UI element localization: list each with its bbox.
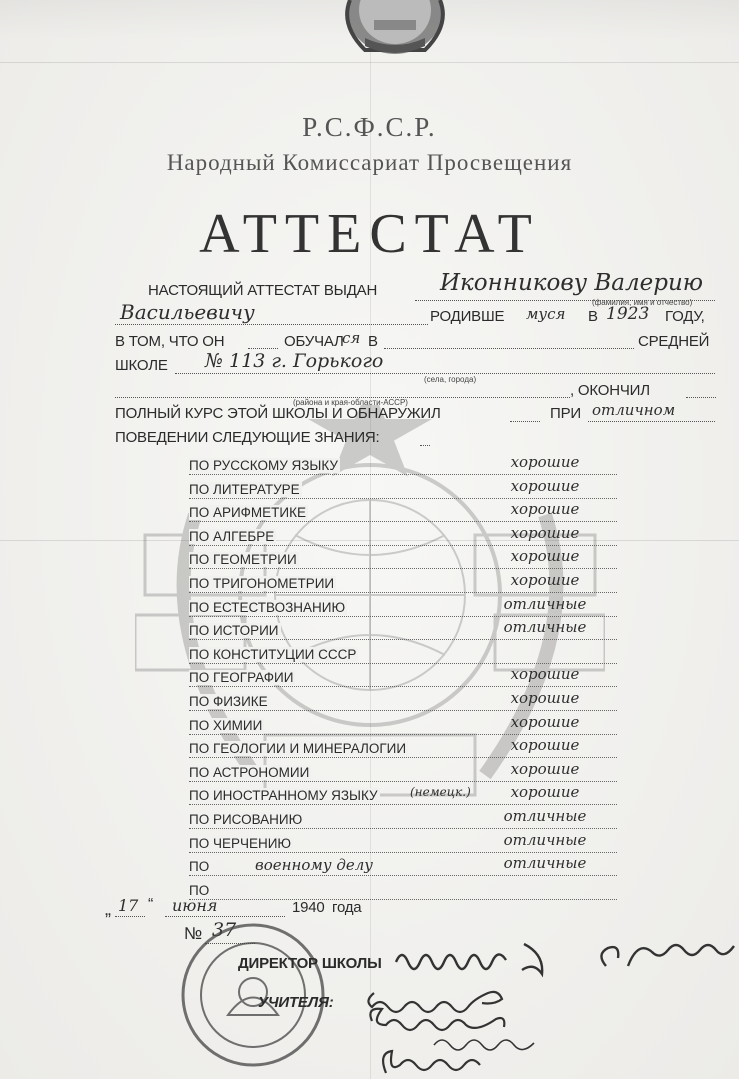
subject-label: ПО ЧЕРЧЕНИЮ (189, 835, 292, 851)
knowledge-dotted-line (420, 445, 430, 446)
subject-dotted-line (189, 757, 617, 758)
subject-grade: хорошие (510, 736, 580, 755)
opening-quote: „ (105, 899, 111, 919)
subject-label: ПО РИСОВАНИЮ (189, 812, 303, 827)
subject-dotted-line (189, 592, 617, 593)
day-value: 17 (118, 896, 139, 915)
subject-dotted-line (189, 686, 617, 687)
born-label: РОДИВШЕ (430, 308, 505, 325)
district-caption: (района и края-области-АССР) (293, 398, 408, 407)
subject-dotted-line (189, 781, 617, 782)
subject-grade: отличные (503, 594, 587, 613)
subject-label: ПО ЛИТЕРАТУРЕ (189, 481, 300, 497)
subject-label: ПО ЕСТЕСТВОЗНАНИЮ (189, 599, 346, 615)
document-title: АТТЕСТАТ (199, 203, 540, 265)
subject-label: ПО ФИЗИКЕ (189, 694, 268, 709)
school-dotted-line (175, 373, 715, 374)
subject-dotted-line (189, 710, 617, 711)
teachers-label: УЧИТЕЛЯ: (258, 994, 334, 1011)
closing-quote: “ (148, 896, 154, 913)
month-dotted-line (165, 916, 285, 917)
school-type-dotted-line (384, 348, 634, 349)
subject-label: ПО (189, 859, 210, 875)
subject-dotted-line (189, 875, 617, 876)
subject-dotted-line (189, 639, 617, 640)
subject-note: военному делу (255, 856, 373, 875)
subject-grade: отличные (503, 807, 587, 825)
subject-label: ПО ИСТОРИИ (189, 623, 279, 639)
subject-dotted-line (189, 804, 617, 805)
patronymic-dotted-line (115, 324, 428, 325)
month-value: июня (172, 896, 218, 915)
subject-label: ПО (189, 882, 210, 898)
subject-label: ПО ИНОСТРАННОМУ ЯЗЫКУ (189, 788, 378, 804)
subject-dotted-line (189, 852, 617, 853)
city-caption: (села, города) (424, 375, 477, 384)
year-value: 1940 (292, 899, 325, 916)
subject-dotted-line (189, 828, 617, 829)
subject-grade: хорошие (510, 665, 580, 684)
subject-dotted-line (189, 899, 617, 900)
school-value: № 113 г. Горького (205, 350, 384, 372)
course-dotted-line (510, 421, 540, 422)
republic-heading: Р.С.Ф.С.Р. (302, 112, 437, 142)
subject-dotted-line (189, 568, 617, 569)
subject-grade: отличные (503, 854, 587, 873)
subject-grade: хорошие (510, 712, 580, 731)
studied-suffix: ся (342, 329, 361, 347)
name-value: Иконникову Валерию (440, 270, 704, 296)
subject-grade: хорошие (510, 476, 580, 495)
subject-label: ПО РУССКОМУ ЯЗЫКУ (189, 458, 338, 473)
in-label: В (368, 333, 378, 350)
name-caption: (фамилия, имя и отчество) (592, 298, 693, 307)
number-value: 37 (212, 919, 237, 941)
subject-label: ПО ТРИГОНОМЕТРИИ (189, 576, 335, 591)
subject-label: ПО АРИФМЕТИКЕ (189, 505, 306, 521)
he-dotted-line (248, 348, 278, 349)
at-label: ПРИ (550, 405, 581, 422)
subject-dotted-line (189, 474, 617, 475)
studied-label: ОБУЧАЛ (284, 333, 344, 350)
subject-dotted-line (189, 545, 617, 546)
full-course-label: ПОЛНЫЙ КУРС ЭТОЙ ШКОЛЫ И ОБНАРУЖИЛ (115, 405, 441, 422)
teachers-signatures (340, 975, 580, 1079)
subject-grade: хорошие (510, 453, 580, 471)
subject-label: ПО АСТРОНОМИИ (189, 764, 310, 780)
subject-grade: хорошие (510, 689, 580, 707)
knowledge-label: ПОВЕДЕНИИ СЛЕДУЮЩИЕ ЗНАНИЯ: (115, 429, 380, 446)
born-year: 1923 (606, 304, 650, 324)
subject-grade: хорошие (510, 523, 580, 542)
rsfsr-emblem-icon (330, 0, 460, 60)
finished-label: , ОКОНЧИЛ (570, 382, 650, 399)
subject-grade: хорошие (510, 571, 580, 589)
born-suffix: муся (526, 305, 566, 323)
subject-label: ПО ГЕОЛОГИИ И МИНЕРАЛОГИИ (189, 741, 407, 757)
director-label: ДИРЕКТОР ШКОЛЫ (238, 955, 382, 972)
subject-grade: хорошие (510, 547, 580, 566)
subject-dotted-line (189, 498, 617, 499)
finished-dotted-line (686, 397, 716, 398)
school-label: ШКОЛЕ (115, 357, 168, 374)
middle-label: СРЕДНЕЙ (638, 333, 710, 350)
subject-grade: отличные (503, 618, 587, 637)
day-dotted-line (115, 916, 145, 917)
behaviour-dotted-line (588, 421, 715, 422)
born-in-label: В (588, 308, 598, 325)
number-label: № (184, 924, 203, 943)
subject-dotted-line (189, 734, 617, 735)
subject-label: ПО АЛГЕБРЕ (189, 528, 275, 544)
subject-grade: хорошие (510, 759, 580, 778)
subject-dotted-line (189, 521, 617, 522)
subject-grade: хорошие (510, 783, 580, 802)
year-label: ГОДУ, (665, 308, 705, 325)
subject-label: ПО ХИМИИ (189, 717, 263, 733)
in-that-label: В ТОМ, ЧТО ОН (115, 333, 225, 350)
subject-grade: отличные (503, 830, 587, 849)
subject-dotted-line (189, 616, 617, 617)
behaviour-value: отличном (592, 401, 676, 419)
subject-label: ПО ГЕОМЕТРИИ (189, 552, 297, 568)
subject-dotted-line (189, 663, 617, 664)
subject-note: (немецк.) (410, 785, 471, 800)
issued-label: НАСТОЯЩИЙ АТТЕСТАТ ВЫДАН (148, 282, 378, 299)
patronymic-value: Васильевичу (120, 300, 255, 324)
commissariat-heading: Народный Комиссариат Просвещения (166, 150, 573, 175)
subject-grade: хорошие (510, 500, 580, 519)
subject-label: ПО КОНСТИТУЦИИ СССР (189, 646, 357, 662)
subject-label: ПО ГЕОГРАФИИ (189, 670, 294, 686)
year-word-label: года (332, 899, 362, 916)
